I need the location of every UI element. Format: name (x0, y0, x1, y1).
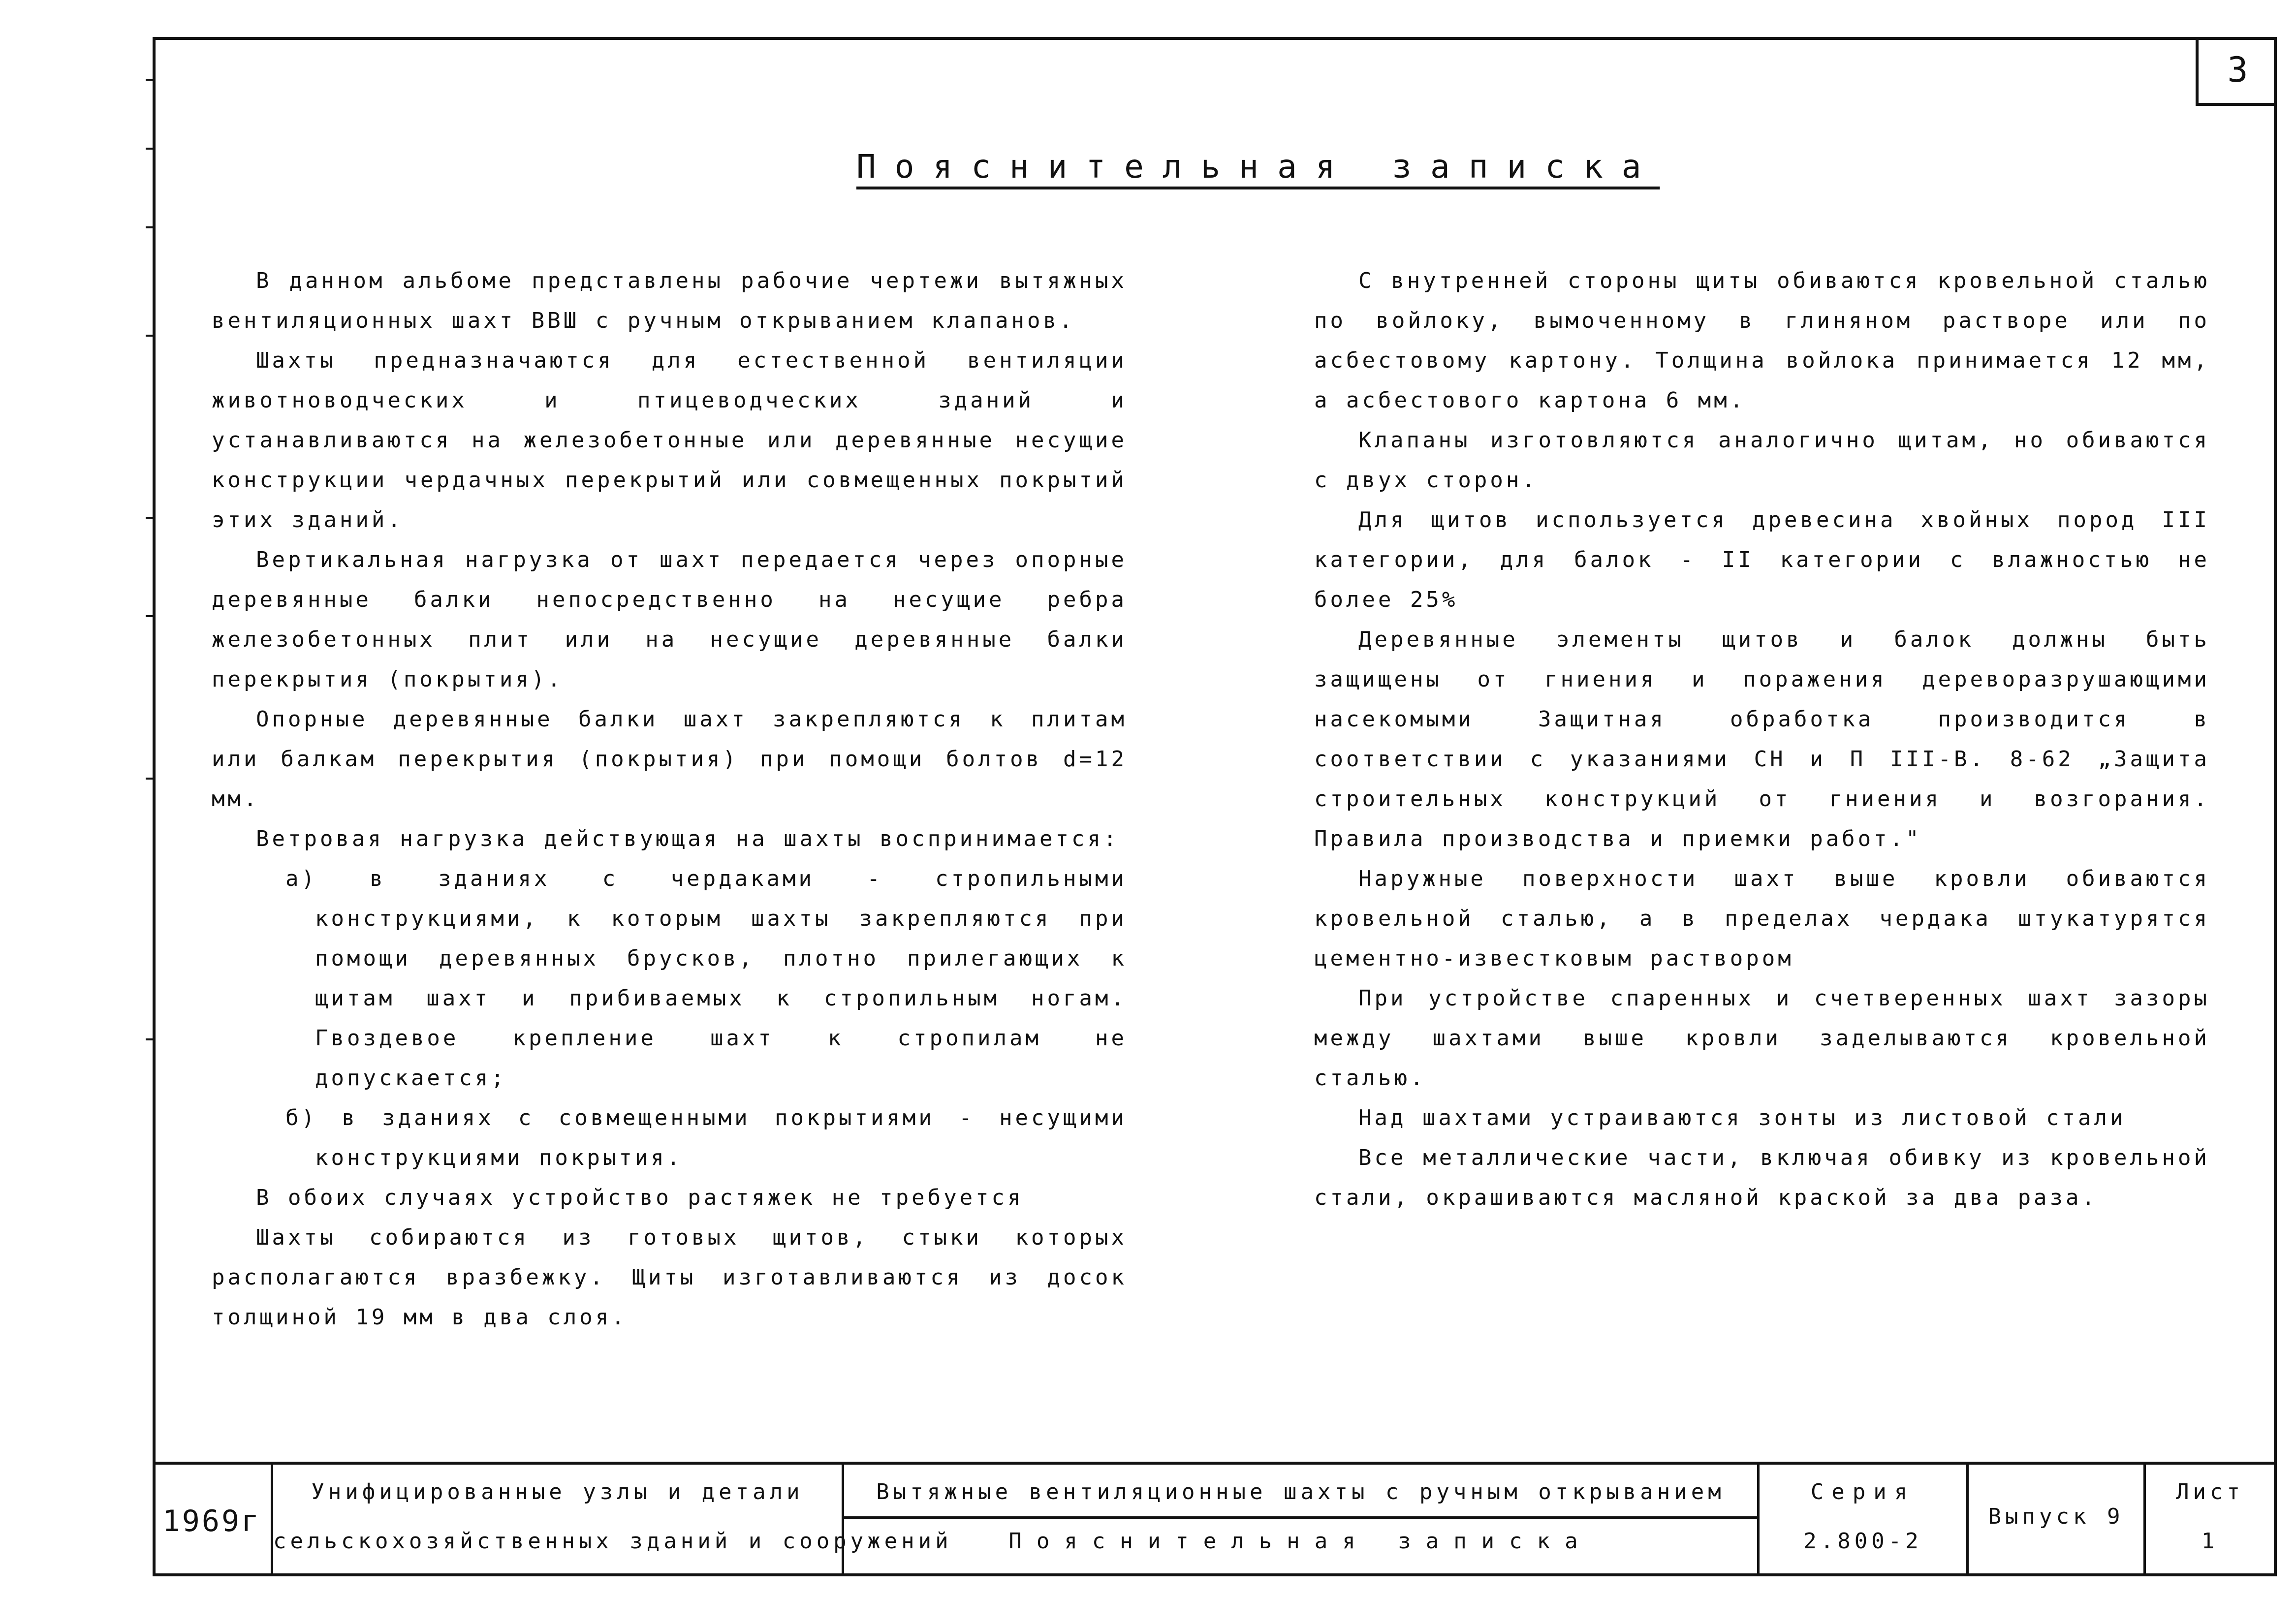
page-title: Пояснительная записка (856, 148, 1660, 186)
sheet-number: 3 (2196, 37, 2277, 106)
document-cell (844, 1465, 1760, 1576)
paragraph: Клапаны изготовляются аналогично щитам, но обиваются с двух сторон. (1314, 428, 2210, 493)
right-text-column (1314, 261, 2210, 1218)
paragraph: Для щитов используется древесина хвойных пород III категории, для балок - II категории с влажностью не более 25% (1314, 507, 2210, 612)
list-item: б) в зданиях с совмещенными покрытиями - несущими конструкциями покрытия. (285, 1105, 1127, 1170)
org-line-2: сельскохозяйственных зданий и сооружений (273, 1529, 952, 1554)
year-cell (153, 1465, 273, 1576)
title-block (153, 1462, 2277, 1576)
issue-cell (1969, 1465, 2146, 1576)
doc-line-1: Вытяжные вентиляционные шахты с ручным открыванием (876, 1479, 1725, 1504)
margin-tick (146, 517, 155, 519)
paragraph: Опорные деревянные балки шахт закрепляются к плитам или балкам перекрытия (покрытия) при помощи болтов d=12 мм. (212, 707, 1127, 812)
paragraph: Вертикальная нагрузка от шахт передается через опорные деревянные балки непосредственно на несущие ребра железобетонных плит или на несущие деревянные балки перекрытия (покрытия). (212, 547, 1127, 692)
left-text-column (212, 261, 1127, 1337)
paragraph: В данном альбоме представлены рабочие чертежи вытяжных вентиляционных шахт ВВШ с ручным открыванием клапанов. (212, 268, 1127, 333)
divider (844, 1516, 1757, 1519)
paragraph: Деревянные элементы щитов и балок должны быть защищены от гниения и поражения дереворазрушающими насекомыми Защитная обработка производится в соответствии с указаниями СН и П III-В. 8-62 „Защита строительных конструкций от гниения и возгорания. Правила производства и приемки работ." (1314, 627, 2210, 851)
series-value: 2.800-2 (1803, 1529, 1922, 1554)
paragraph: Шахты собираются из готовых щитов, стыки которых располагаются вразбежку. Щиты изготавливаются из досок толщиной 19 мм в два слоя. (212, 1225, 1127, 1330)
sheet-value: 1 (2201, 1529, 2219, 1554)
paragraph: Все металлические части, включая обивку из кровельной стали, окрашиваются масляной краской за два раза. (1314, 1145, 2210, 1210)
doc-line-2: Пояснительная записка (1008, 1529, 1593, 1554)
paragraph: Наружные поверхности шахт выше кровли обиваются кровельной сталью, а в пределах чердака штукатурятся цементно-известковым раствором (1314, 866, 2210, 971)
margin-tick (146, 1038, 155, 1040)
series-label: Серия (1810, 1479, 1916, 1504)
margin-tick (146, 778, 155, 780)
margin-tick (146, 226, 155, 228)
sheet-label: Лист (2176, 1479, 2244, 1504)
list-item: а) в зданиях с чердаками - стропильными конструкциями, к которым шахты закрепляются при помощи деревянных брусков, плотно прилегающих к щитам шахт и прибиваемых к стропильным ногам. Гвоздевое крепление шахт к стропилам не допускается; (285, 866, 1127, 1091)
margin-tick (146, 335, 155, 337)
paragraph: Над шахтами устраиваются зонты из листовой стали (1358, 1105, 2126, 1130)
margin-tick (146, 79, 155, 81)
margin-tick (146, 148, 155, 150)
paragraph: При устройстве спаренных и счетверенных шахт зазоры между шахтами выше кровли заделываются кровельной сталью. (1314, 986, 2210, 1091)
paragraph: С внутренней стороны щиты обиваются кровельной сталью по войлоку, вымоченному в глиняном растворе или по асбестовому картону. Толщина войлока принимается 12 мм, а асбестового картона 6 мм. (1314, 268, 2210, 413)
paragraph: Ветровая нагрузка действующая на шахты воспринимается: (256, 826, 1120, 851)
paragraph: Шахты предназначаются для естественной вентиляции животноводческих и птицеводческих зданий и устанавливаются на железобетонные или деревянные несущие конструкции чердачных перекрытий или совмещенных покрытий этих зданий. (212, 348, 1127, 533)
year: 1969г (162, 1504, 261, 1538)
org-line-1: Унифицированные узлы и детали (311, 1479, 804, 1504)
organization-cell (273, 1465, 952, 1576)
sheet-cell (2146, 1465, 2274, 1576)
issue: Выпуск 9 (1988, 1504, 2124, 1529)
paragraph: В обоих случаях устройство растяжек не требуется (256, 1185, 1024, 1210)
series-cell (1760, 1465, 1969, 1576)
margin-tick (146, 615, 155, 617)
